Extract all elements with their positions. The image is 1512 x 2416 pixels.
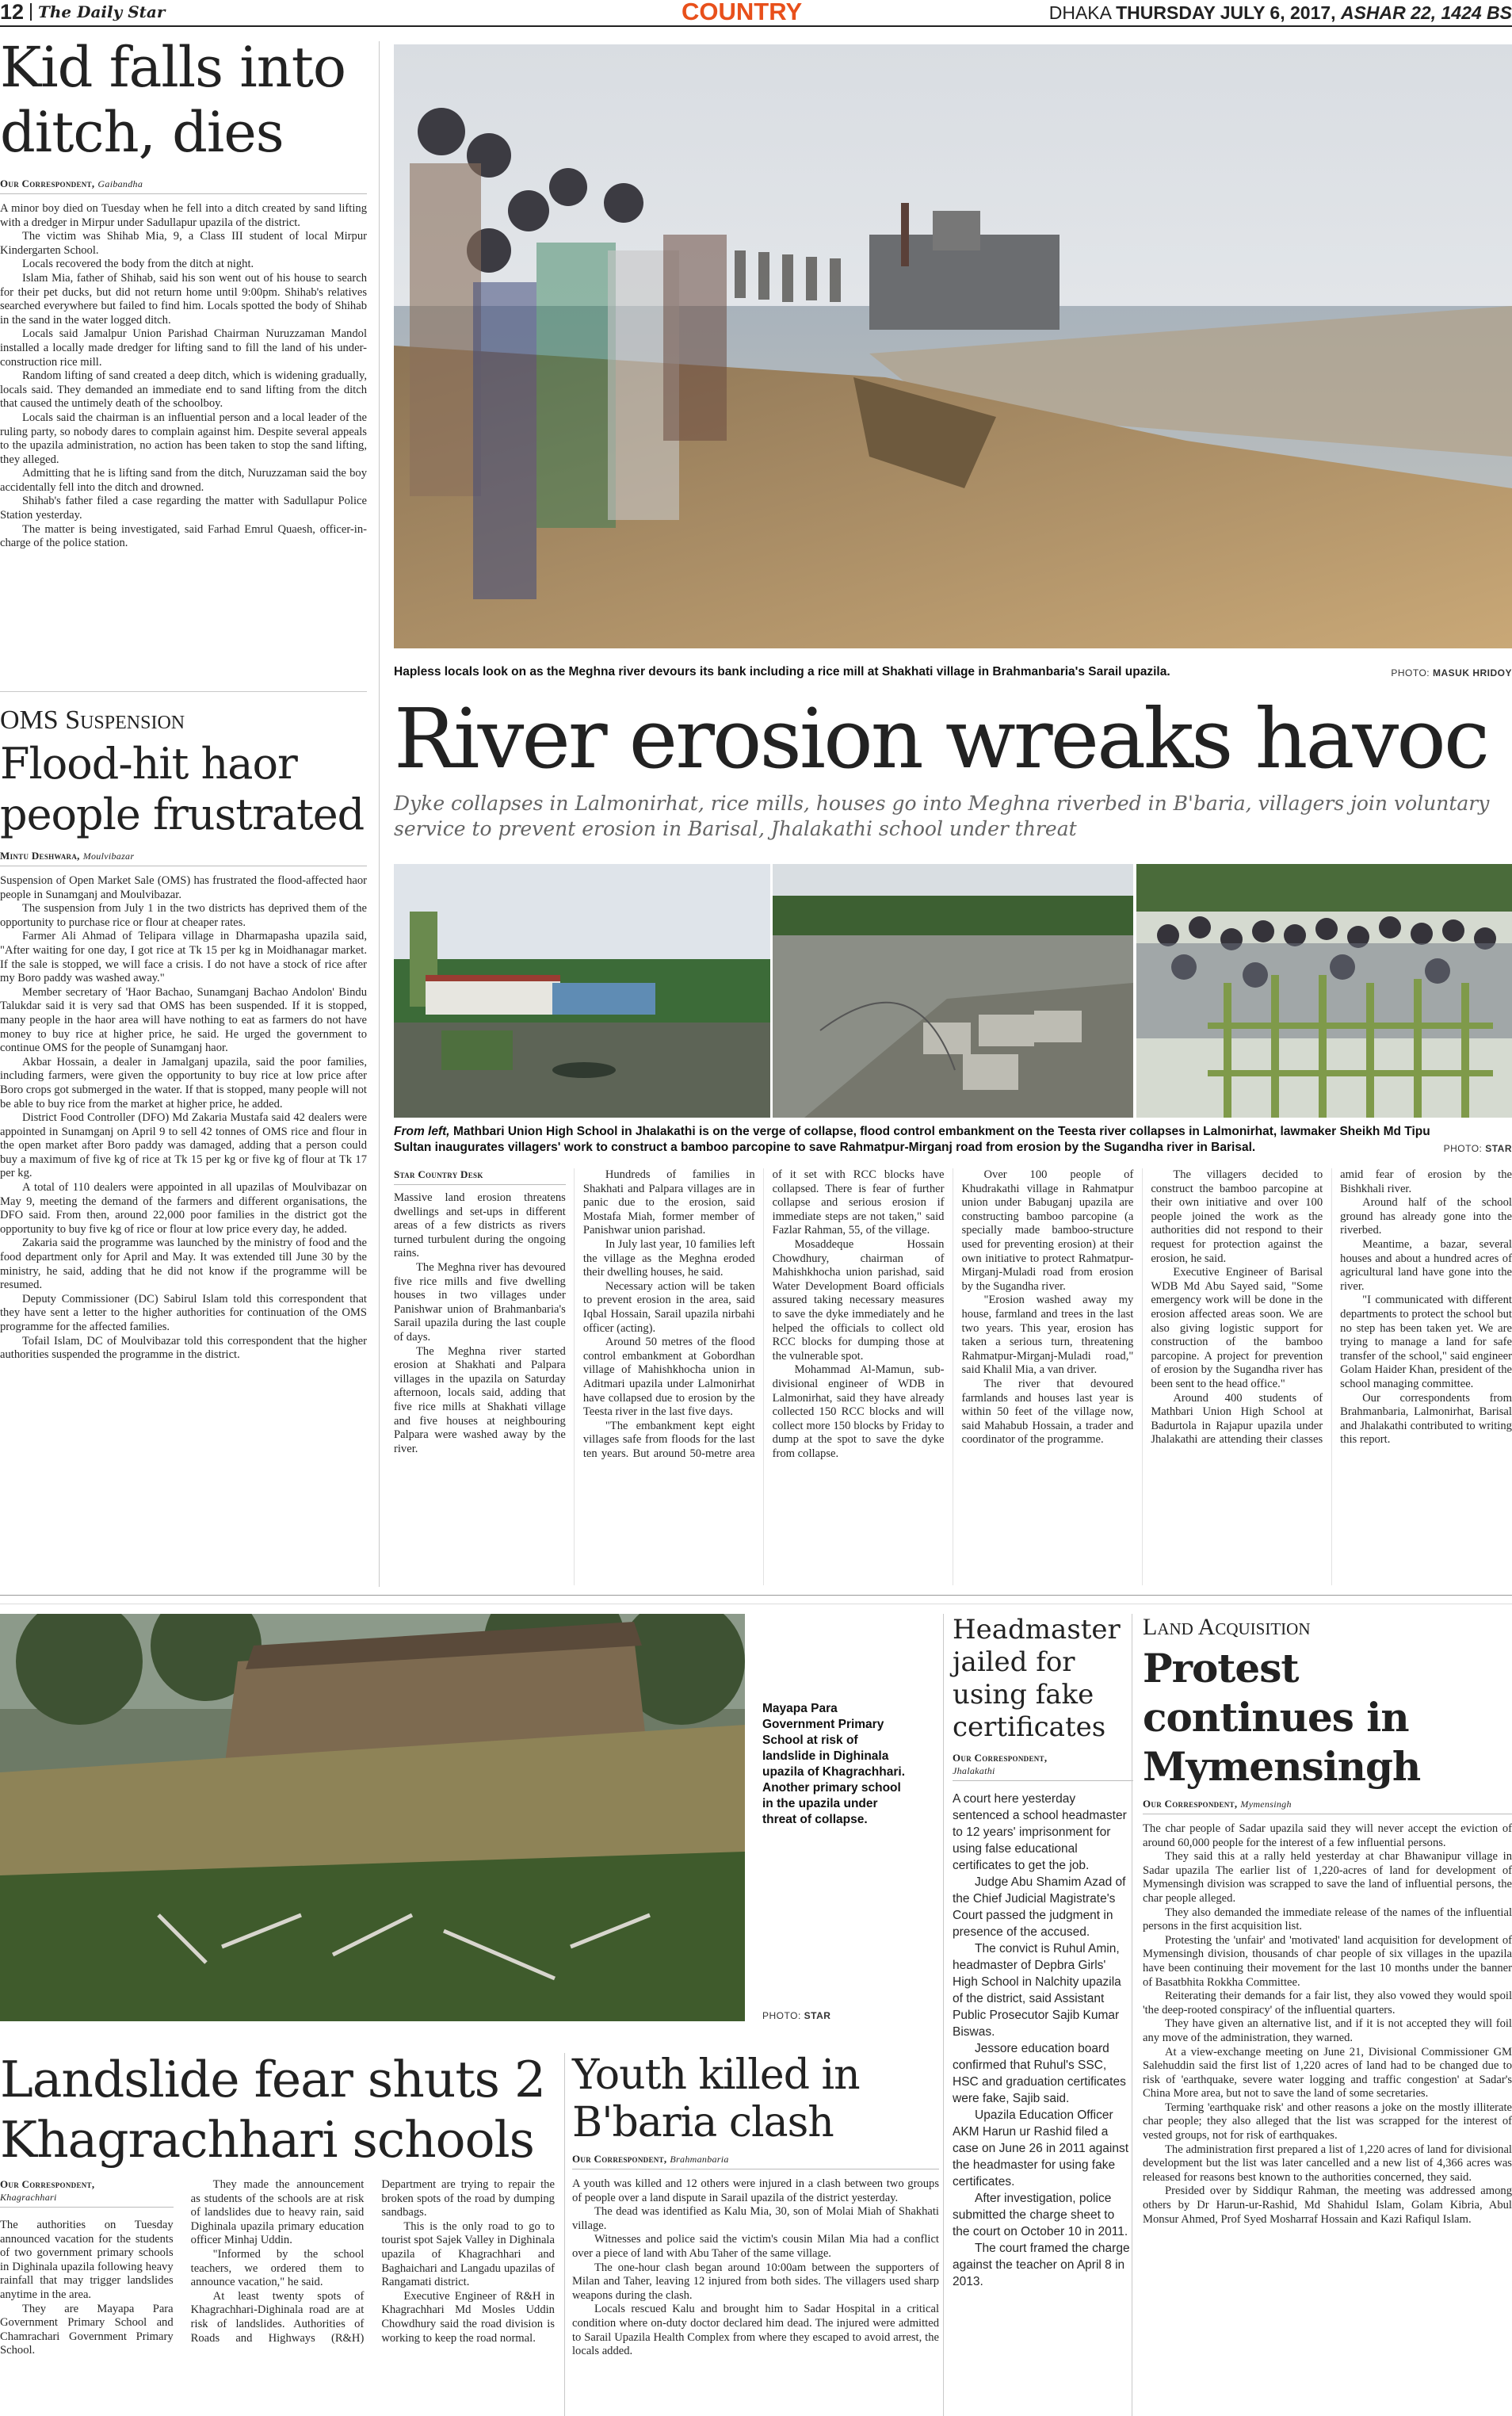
erosion-photo-caption: From left, Mathbari Union High School in Jhalakathi is on the verge of collapse, flood control embankment on the Teesta river collapses in Lalmonirhat, lawmaker Sheikh Md Tipu Sultan inaugurates villagers' work to construct a bamboo parcopine to save Rahmatpur-Mirganj road from erosion by the Sugandha river in Barisal. [394, 1125, 1430, 1154]
lead-photo-caption: Hapless locals look on as the Meghna river devours its bank including a rice mill at Shakhati village in Brahmanbaria's Sarail upazila. [394, 665, 1170, 679]
story-youth-killed [572, 2051, 939, 2416]
article-body: The authorities on Tuesday announced vacation for the students of two government primary schools in Dighinala upazila following heavy rainfall that may trigger landslides anytime in the area. They are Mayapa Para Government Primary School and Chamrachari Government Primary School. They made the announcement as students of the schools are at risk of landslides due to heavy rain, said Dighinala upazila primary education officer Minhaj Uddin. "Informed by the school teachers, we ordered them to announce vacation," he said. At least twenty spots of Khagrachhari-Dighinala road are at risk of landslides. Authorities of Roads and Highways (R&H) Department are trying to repair the broken spots of the road by dumping sandbags. This is the only road to go to tourist spot Sajek Valley in Dighinala upazila of Khagrachhari and Baghaichari and Langadu upazilas of Rangamati district. Executive Engineer of R&H in Khagrachhari Md Mosles Uddin Chowdhury said the road division is working to keep the road normal. [0, 2178, 555, 2357]
byline: Our Correspondent, Khagrachhari [0, 2178, 174, 2208]
byline: Our Correspondent, Gaibandha [0, 178, 367, 194]
landslide-photo-credit: PHOTO: STAR [762, 2010, 831, 2021]
landslide-columns [0, 2178, 555, 2416]
dateline-bangla-date: ASHAR 22, 1424 BS [1340, 2, 1512, 23]
byline: Our Correspondent, Mymensingh [1143, 1798, 1512, 1814]
lead-photo-credit: PHOTO: MASUK HRIDOY [1391, 667, 1512, 679]
kicker: Land Acquisition [1143, 1614, 1311, 1640]
story-oms [0, 705, 367, 1585]
article-body: The char people of Sadar upazila said they will never accept the eviction of around 60,000 people for the interest of a few influential persons. They said this at a rally held yesterday at char Bhawanipur village in Sadar upazila The earlier list of 1,220-acres of land for development of Mymensingh division was scrapped to save the land of influential persons, the char people alleged. They also demanded the immediate release of the names of the influential persons in the first acquisition list. Protesting the 'unfair' and 'motivated' land acquisition for development of Mymensingh division, thousands of char people of six villages in the upazila have been continuing their movement for the last 10 months under the banner of Basatbhita Rokkha Committee. Reiterating their demands for a fair list, they also vowed they would spoil 'the deep-rooted conspiracy' of the influential quarters. They have given an alternative list, and if it is not accepted they will foil any move of the administration, they warned. At a view-exchange meeting on June 21, Divisional Commissioner GM Salehuddin said the first list of 1,220 acres of land had to be changed due to risk of 'earthquake, severe water logging and traffic congestion' at Sadar's China More area, but not to save the land of some secretaries. Terming 'earthquake risk' and other reasons a joke on the mostly illiterate char people; they also alleged that the list was scrapped for the interest of vested groups, not for risk of earthquakes. The administration first prepared a list of 1,220 acres of land for divisional development but the list was later cancelled and a new list of 4,366 acres was released for reasons best known to the authorities concerned, they said. Presided over by Siddiqur Rahman, the meeting was addressed among others by Dr Harun-ur-Rashid, Md Shahidul Islam, Golam Kibria, Abul Monsur Ahmed, Prof Syed Mosharraf Hossain and Kazi Rafiqul Islam. [1143, 1822, 1512, 2226]
paper-name: The Daily Star [38, 2, 166, 21]
landslide-photo-caption: Mayapa Para Government Primary School at risk of landslide in Dighinala upazila of Khagrachhari. Another primary school in the upazila under threat of collapse. [762, 1702, 906, 1826]
caption-lead: From left, [394, 1125, 450, 1138]
story-kid-falls [0, 35, 367, 685]
byline-location: Moulvibazar [82, 851, 135, 862]
photo-mathbari-school [394, 864, 770, 1118]
headline: Protest continues in Mymensingh [1143, 1645, 1421, 1790]
article-body: A court here yesterday sentenced a school headmaster to 12 years' imprisonment for using false educational certificates to get the job. Judge Abu Shamim Azad of the Chief Judicial Magistrate's Court passed the judgment in presence of the accused. The convict is Ruhul Amin, headmaster of Depbra Girls' High School in Nalchity upazila of the district, said Assistant Public Prosecutor Sajib Kumar Biswas. Jessore education board confirmed that Ruhul's SSC, HSC and graduation certificates were fake, Sajib said. Upazila Education Officer AKM Harun ur Rashid filed a case on June 26 in 2011 against the headmaster for using fake certificates. After investigation, police submitted the charge sheet to the court on October 10 in 2011. The court framed the charge against the teacher on April 8 in 2013. [953, 1792, 1130, 2288]
erosion-photo-credit: PHOTO: STAR [1443, 1143, 1512, 1154]
erosion-headline: River erosion wreaks havoc [394, 690, 1488, 787]
erosion-body [394, 1168, 1512, 1585]
byline: Our Correspondent, Brahmanbaria [572, 2153, 939, 2169]
byline-location: Khagrachhari [0, 2192, 57, 2203]
column-divider [379, 41, 380, 1587]
byline: Mintu Deshwara, Moulvibazar [0, 850, 367, 866]
article-body: A youth was killed and 12 others were injured in a clash between two groups of people over a land dispute in Sarail upazila of the district yesterday. The dead was identified as Kalu Mia, 30, son of Molai Miah of Shakhati village. Witnesses and police said the victim's cousin Milan Mia had a conflict over a piece of land with Abu Taher of the same village. The one-hour clash began around 10:00am between the supporters of Milan and Taher, leaving 12 injured from both sides. The villagers used sharp weapons during the clash. Locals rescued Kalu and brought him to Sadar Hospital in a critical condition where on-duty doctor declared him dead. The injured were admitted to Sarail Upazila Health Complex from where they escaped to avoid arrest, the locals added. [572, 2177, 939, 2358]
story-protest [1143, 1614, 1512, 2416]
article-body: A minor boy died on Tuesday when he fell into a ditch created by sand lifting with a dredger in Mirpur under Sadullapur upazila of the district. The victim was Shihab Mia, 9, a Class III student of local Mirpur Kindergarten School. Locals recovered the body from the ditch at night. Islam Mia, father of Shihab, said his son went out of his house to search for their pet ducks, but did not return home until 9:00pm. Shihab's relatives searched everywhere but failed to find him. Locals spotted the body of Shihab in the sand in the water logged ditch. Locals said Jamalpur Union Parishad Chairman Nuruzzaman Mandol installed a locally made dredger for lifting sand to fill the land of his under-construction rice mill. Random lifting of sand created a deep ditch, which is widening gradually, locals said. They demanded an immediate end to sand lifting from the ditch that caused the untimely death of the schoolboy. Locals said the chairman is an influential person and a local leader of the ruling party, so nobody dares to complain against him. Despite several appeals to the upazila administration, no action has been taken to stop the sand lifting, they alleged. Admitting that he is lifting sand from the ditch, Nuruzzaman said the boy accidentally fell into the ditch and drowned. Shihab's father filed a case regarding the matter with Sadullapur Police Station yesterday. The matter is being investigated, said Farhad Emrul Quaesh, officer-in-charge of the police station. [0, 202, 367, 550]
photo-bamboo-parcopine [1136, 864, 1512, 1118]
story-headmaster [953, 1614, 1133, 2416]
column-divider [943, 1614, 944, 2416]
section-separator [0, 1595, 1512, 1604]
column-divider [564, 2053, 565, 2416]
article-body: Massive land erosion threatens dwellings and set-ups in different areas of a few districts as rivers turned turbulent during the ongoing rains. The Meghna river has devoured five rice mills and five dwelling houses in two villages under Panishwar union of Brahmanbaria's Sarail upazila during the last couple of days. The Meghna river started erosion at Shakhati and Palpara villages in the upazila on Saturday afternoon, locals said, adding that five rice mills at Shakhati village and five houses at neighbouring Palpara were washed away by the river. Hundreds of families in Shakhati and Palpara villages are in panic due to the erosion, said Mostafa Miah, former member of Panishwar union parishad. In July last year, 10 families left the village as the Meghna eroded their dwelling houses, he said. Necessary action will be taken to prevent erosion in the area, said Iqbal Hossain, Sarail upazila nirbahi officer (acting). Around 50 metres of the flood control embankment at Gobordhan village of Mahishkhocha union in Aditmari upazila under Lalmonirhat have collapsed due to erosion by the Teesta river in the last five days. "The embankment kept eight villages safe from floods for the last ten years. But around 50-metre area of it set with RCC blocks have collapsed. There is fear of further collapse and serious erosion if immediate steps are not taken," said Fazlar Rahman, 55, of the village. Mosaddeque Hossain Chowdhury, chairman of Mahishkhocha union parishad, said Water Development Board officials assured taking necessary measures to save the dyke immediately and he helped the officials to collect old RCC blocks for dumping those at the vulnerable spot. Mohammad Al-Mamun, sub-divisional engineer of WDB in Lalmonirhat, said they have already collected 150 RCC blocks and will collect more 150 blocks by Friday to dump at the spot to save the dyke from collapse. Over 100 people of Khudrakathi village in Rahmatpur union under Babuganj upazila are constructing bamboo parcopine (a specially made bamboo-structure used for preventing erosion) at their own initiative to protect Rahmatpur-Mirganj-Muladi road from erosion by the Sugandha river. "Erosion washed away my house, farmland and trees in the last two years. This year, erosion has taken a serious turn, threatening Rahmatpur-Mirganj-Muladi road," said Khalil Mia, a van driver. The river that devoured farmlands and houses last year is within 50 feet of the village now, said Mahabub Hossain, a trader and coordinator of the programme. The villagers decided to construct the bamboo parcopine at their own initiative and over 100 people joined the work as the authorities did not respond to their request for protection against the erosion, he said. Executive Engineer of Barisal WDB Md Abu Sayed said, "Some emergency work will be done in the erosion affected areas soon. We are also giving logistic support for construction of the bamboo parcopine. A project for prevention of erosion by the Sugandha river has been sent to the head office." Around 400 students of Mathbari Union High School at Badurtola in Rajapur upazila under Jhalakathi are attending their classes amid fear of erosion by the Bishkhali river. Around half of the school ground has already gone into the riverbed. Meantime, a bazar, several houses and about a hundred acres of agricultural land have gone into the river. "I communicated with different departments to protect the school but no step has been taken yet. We are trying to manage a land for safe transfer of the school," said engineer Golam Haider Khan, president of the school managing committee. Our correspondents from Brahmanbaria, Lalmonirhat, Barisal and Jhalakathi contributed to writing this report. [394, 1168, 1512, 1460]
byline: Star Country Desk [394, 1168, 566, 1185]
erosion-deck: Dyke collapses in Lalmonirhat, rice mills, houses go into Meghna riverbed in B'baria, villagers join voluntary service to prevent erosion in Barisal, Jhalakathi school under threat [394, 792, 1490, 840]
photo-teesta-embankment [773, 864, 1133, 1118]
byline: Our Correspondent, Jhalakathi [953, 1752, 1133, 1781]
photo-mayapa-para-school-landslide [0, 1614, 745, 2021]
divider [0, 691, 367, 692]
masthead-divider [30, 3, 32, 21]
lead-photo-meghna-erosion [394, 44, 1512, 648]
byline-location: Gaibandha [97, 178, 143, 189]
headline: Flood-hit haor people frustrated [0, 739, 365, 839]
section-label: COUNTRY [682, 0, 803, 25]
dateline-date: THURSDAY JULY 6, 2017, [1116, 2, 1336, 23]
article-body: Suspension of Open Market Sale (OMS) has frustrated the flood-affected haor people in Sunamganj and Moulvibazar. The suspension from July 1 in the two districts has deprived them of the opportunity to purchase rice or flour at cheaper rates. Farmer Ali Ahmad of Telipara village in Dharmapasha upazila said, "After waiting for one day, I got rice at Tk 15 per kg in Moidhanagar market. If the sale is stopped, we will face a crisis. I do not have a stock of rice after my Boro paddy was washed away." Member secretary of 'Haor Bachao, Sunamganj Bachao Andolon' Bindu Talukdar said it is very sad that OMS has been suspended. If it is stopped, many people in the haor area will have nothing to eat as farmers do not have money to buy rice at higher price, he said. He urged the government to continue OMS for the people of Sunamganj haor. Akbar Hossain, a dealer in Jamalganj upazila, said the poor families, including farmers, were given the opportunity to buy rice at low price after Boro crops got submerged in the water. If that is stopped, many people will not be able to buy rice from the market at higher price, he added. District Food Controller (DFO) Md Zakaria Mustafa said 42 dealers were appointed in Sunamganj on April 9 to sell 42 tonnes of OMS rice and flour in the open market after Boro paddy was damaged, adding that a person could buy a maximum of five kg of rice at Tk 15 per kg or five kg of flour at Tk 17 per kg. A total of 110 dealers were appointed in all upazilas of Moulvibazar on May 9, meeting the demand of the farmers and different organisations, the DFO said. From then, around 22,000 poor families in the district got the opportunity to buy five kg of rice or flour at low price every day, he added. Zakaria said the programme was launched by the ministry of food and the food department only for April and May. It was extended till June 30 by the ministry, he said, adding that he did not know if the programme will be resumed. Deputy Commissioner (DC) Sabirul Islam told this correspondent that they have sent a letter to the higher authorities for continuation of the OMS programme for the affected families. Tofail Islam, DC of Moulvibazar told this correspondent that the higher authorities suspended the programme in the district. [0, 874, 367, 1362]
headline: Headmaster jailed for using fake certificates [953, 1614, 1121, 1743]
byline-location: Mymensingh [1240, 1799, 1292, 1810]
landslide-headline: Landslide fear shuts 2 Khagrachhari schools [0, 2051, 546, 2169]
page-number: 12 [0, 0, 25, 24]
masthead [0, 0, 1512, 27]
kicker: OMS Suspension [0, 705, 185, 735]
byline-location: Brahmanbaria [670, 2154, 729, 2165]
byline-location: Jhalakathi [953, 1765, 995, 1776]
headline: Youth killed in B'baria clash [572, 2051, 860, 2146]
dateline-city: DHAKA [1048, 2, 1111, 23]
headline: Kid falls into ditch, dies [0, 35, 346, 165]
dateline [1049, 2, 1512, 24]
story-landslide [0, 2178, 555, 2416]
